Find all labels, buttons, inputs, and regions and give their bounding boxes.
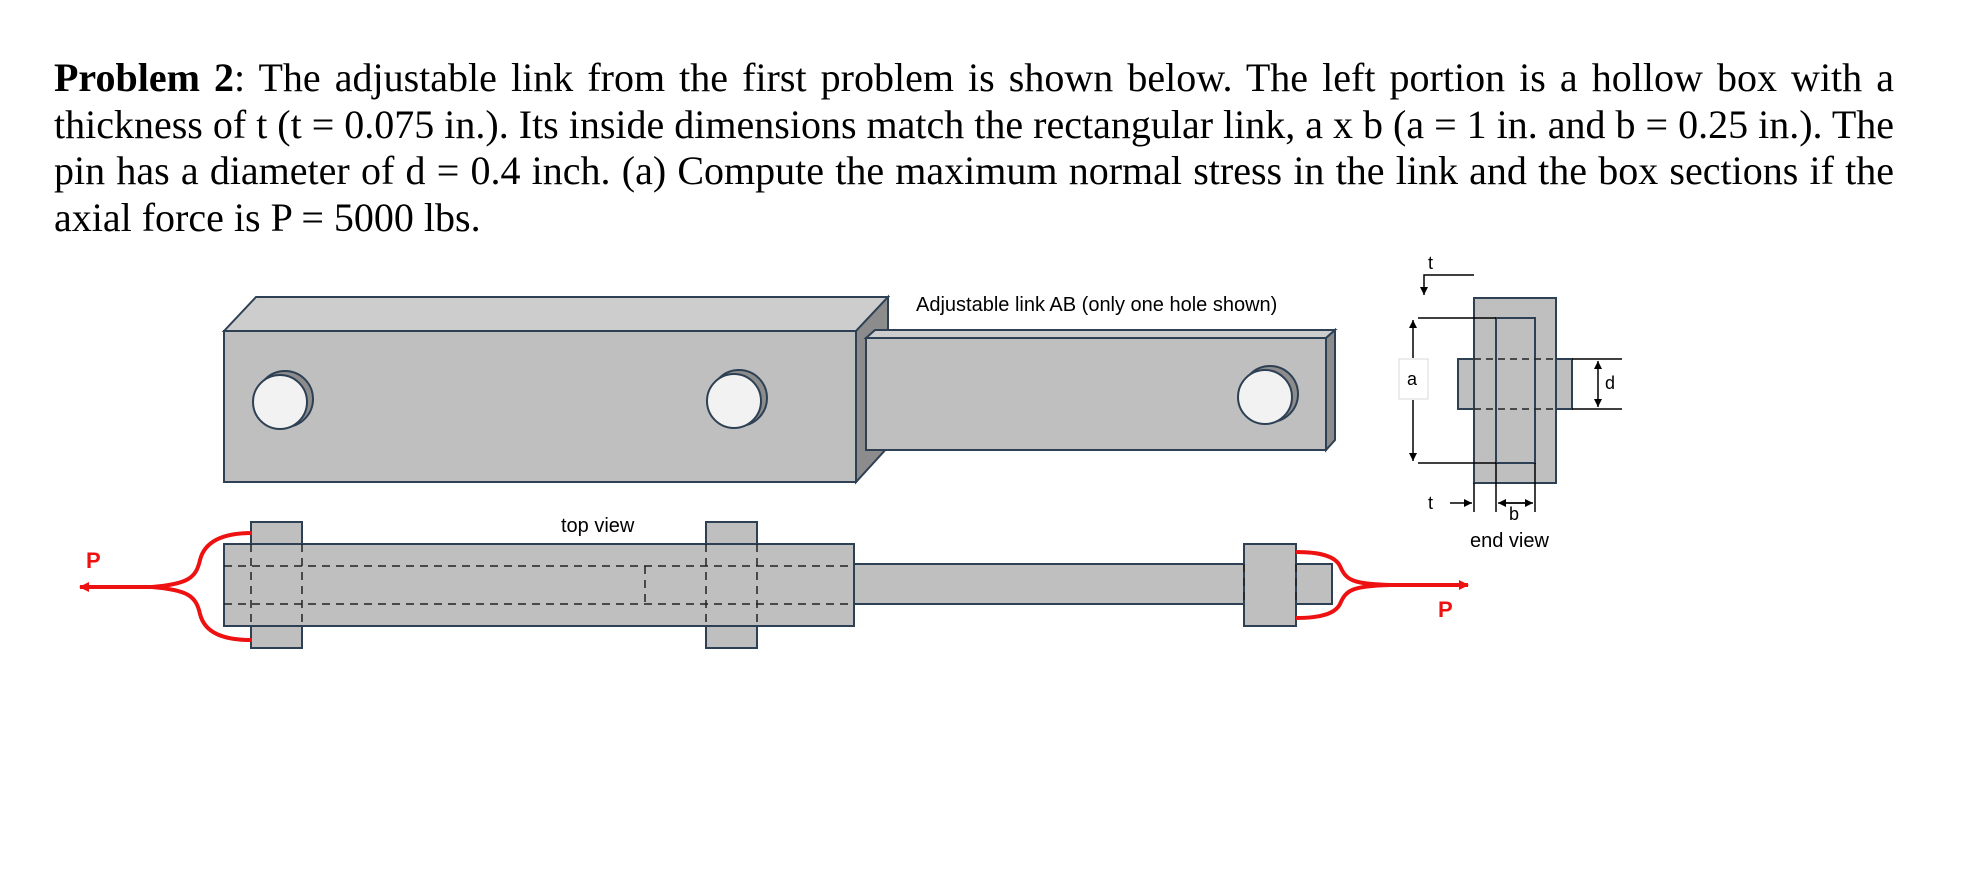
isometric-view bbox=[224, 294, 1335, 482]
link-top-face bbox=[866, 330, 1335, 338]
end-view bbox=[1399, 253, 1622, 552]
problem-heading: Problem 2 bbox=[54, 55, 234, 100]
hollow-box bbox=[224, 297, 888, 482]
pin-right bbox=[1244, 544, 1296, 626]
dim-t-bottom-label: t bbox=[1428, 493, 1434, 513]
rectangular-link bbox=[866, 330, 1335, 450]
link-caption: Adjustable link AB (only one hole shown) bbox=[916, 294, 1278, 316]
dim-b-label: b bbox=[1509, 504, 1520, 524]
force-right-label: P bbox=[1438, 597, 1453, 622]
top-view-label: top view bbox=[561, 515, 635, 537]
box-top-face bbox=[224, 297, 888, 331]
dim-t-top-label: t bbox=[1428, 253, 1434, 273]
pin-mid-bottom bbox=[706, 626, 757, 648]
pin-left-top bbox=[251, 522, 302, 544]
top-view bbox=[80, 515, 1468, 648]
pin-mid-top bbox=[706, 522, 757, 544]
pin-left-bottom bbox=[251, 626, 302, 648]
dim-a-label: a bbox=[1407, 369, 1418, 389]
dim-d-label: d bbox=[1605, 373, 1616, 393]
top-view-box bbox=[224, 544, 854, 626]
problem-text: : The adjustable link from the first problem is shown below. The left portion is a hollow box with a thickness of t (t = 0.075 in.). Its inside dimensions match the rectangular link, a x b (a = 1 in. and b = 0.25 in.). The pin has a diameter of d = 0.4 inch. (a) Compute the maximum normal stress in the link and the box sections if the axial force is P = 5000 lbs. bbox=[54, 55, 1895, 240]
link-side-face bbox=[1326, 330, 1335, 450]
end-view-link bbox=[1496, 318, 1535, 463]
force-left-label: P bbox=[86, 548, 101, 573]
end-view-label: end view bbox=[1470, 530, 1549, 552]
